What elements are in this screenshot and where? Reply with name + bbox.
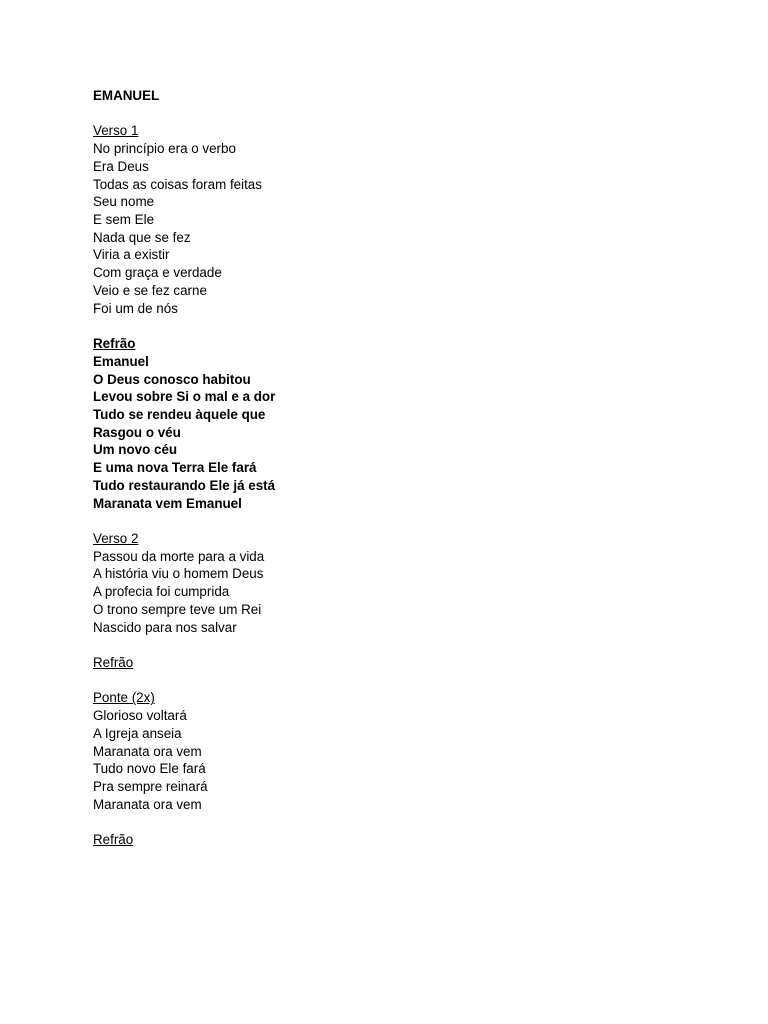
chorus-line: Maranata vem Emanuel xyxy=(93,495,242,511)
lyric-line: Tudo novo Ele fará xyxy=(93,761,206,777)
chorus-line: Um novo céu xyxy=(93,442,178,458)
chorus-repeat-heading: Refrão xyxy=(93,655,134,670)
lyrics-body xyxy=(93,87,693,849)
spacer xyxy=(93,512,693,530)
chorus-heading: Refrão xyxy=(93,336,136,352)
lyric-line: Pra sempre reinará xyxy=(93,779,208,795)
lyric-line: E sem Ele xyxy=(93,212,155,228)
lyric-line: A história viu o homem Deus xyxy=(93,566,264,582)
lyric-line: A profecia foi cumprida xyxy=(93,584,230,600)
bridge-section xyxy=(93,689,693,813)
verse-1-heading: Verso 1 xyxy=(93,123,139,139)
lyric-line: A Igreja anseia xyxy=(93,725,182,741)
bridge-heading: Ponte (2x) xyxy=(93,690,155,706)
lyric-line: Foi um de nós xyxy=(93,300,178,316)
lyric-line: Passou da morte para a vida xyxy=(93,548,265,564)
lyric-line: Era Deus xyxy=(93,158,149,174)
spacer xyxy=(93,105,693,123)
chorus-line: O Deus conosco habitou xyxy=(93,371,251,387)
chorus-line: Rasgou o véu xyxy=(93,424,181,440)
verse-1-section xyxy=(93,122,693,317)
lyric-line: O trono sempre teve um Rei xyxy=(93,601,262,617)
verse-2-section xyxy=(93,530,693,636)
lyric-line: Nada que se fez xyxy=(93,229,191,245)
chorus-line: E uma nova Terra Ele fará xyxy=(93,460,257,476)
spacer xyxy=(93,636,693,654)
lyric-line: Viria a existir xyxy=(93,247,170,263)
chorus-line: Levou sobre Si o mal e a dor xyxy=(93,389,276,405)
lyric-line: Todas as coisas foram feitas xyxy=(93,176,262,192)
spacer xyxy=(93,317,693,335)
chorus-repeat-heading: Refrão xyxy=(93,832,134,848)
lyric-line: Seu nome xyxy=(93,194,155,210)
lyric-line: Veio e se fez carne xyxy=(93,282,207,298)
lyric-line: Maranata ora vem xyxy=(93,796,202,812)
lyric-line: No princípio era o verbo xyxy=(93,141,236,157)
chorus-line: Tudo se rendeu àquele que xyxy=(93,406,266,422)
lyric-line: Nascido para nos salvar xyxy=(93,619,237,635)
song-title: EMANUEL xyxy=(93,88,160,103)
chorus-section xyxy=(93,335,693,512)
spacer xyxy=(93,672,693,690)
spacer xyxy=(93,813,693,831)
chorus-line: Tudo restaurando Ele já está xyxy=(93,477,276,493)
verse-2-heading: Verso 2 xyxy=(93,530,139,546)
chorus-line: Emanuel xyxy=(93,353,149,369)
lyric-line: Maranata ora vem xyxy=(93,743,202,759)
lyric-line: Glorioso voltará xyxy=(93,708,187,724)
lyric-line: Com graça e verdade xyxy=(93,265,222,281)
